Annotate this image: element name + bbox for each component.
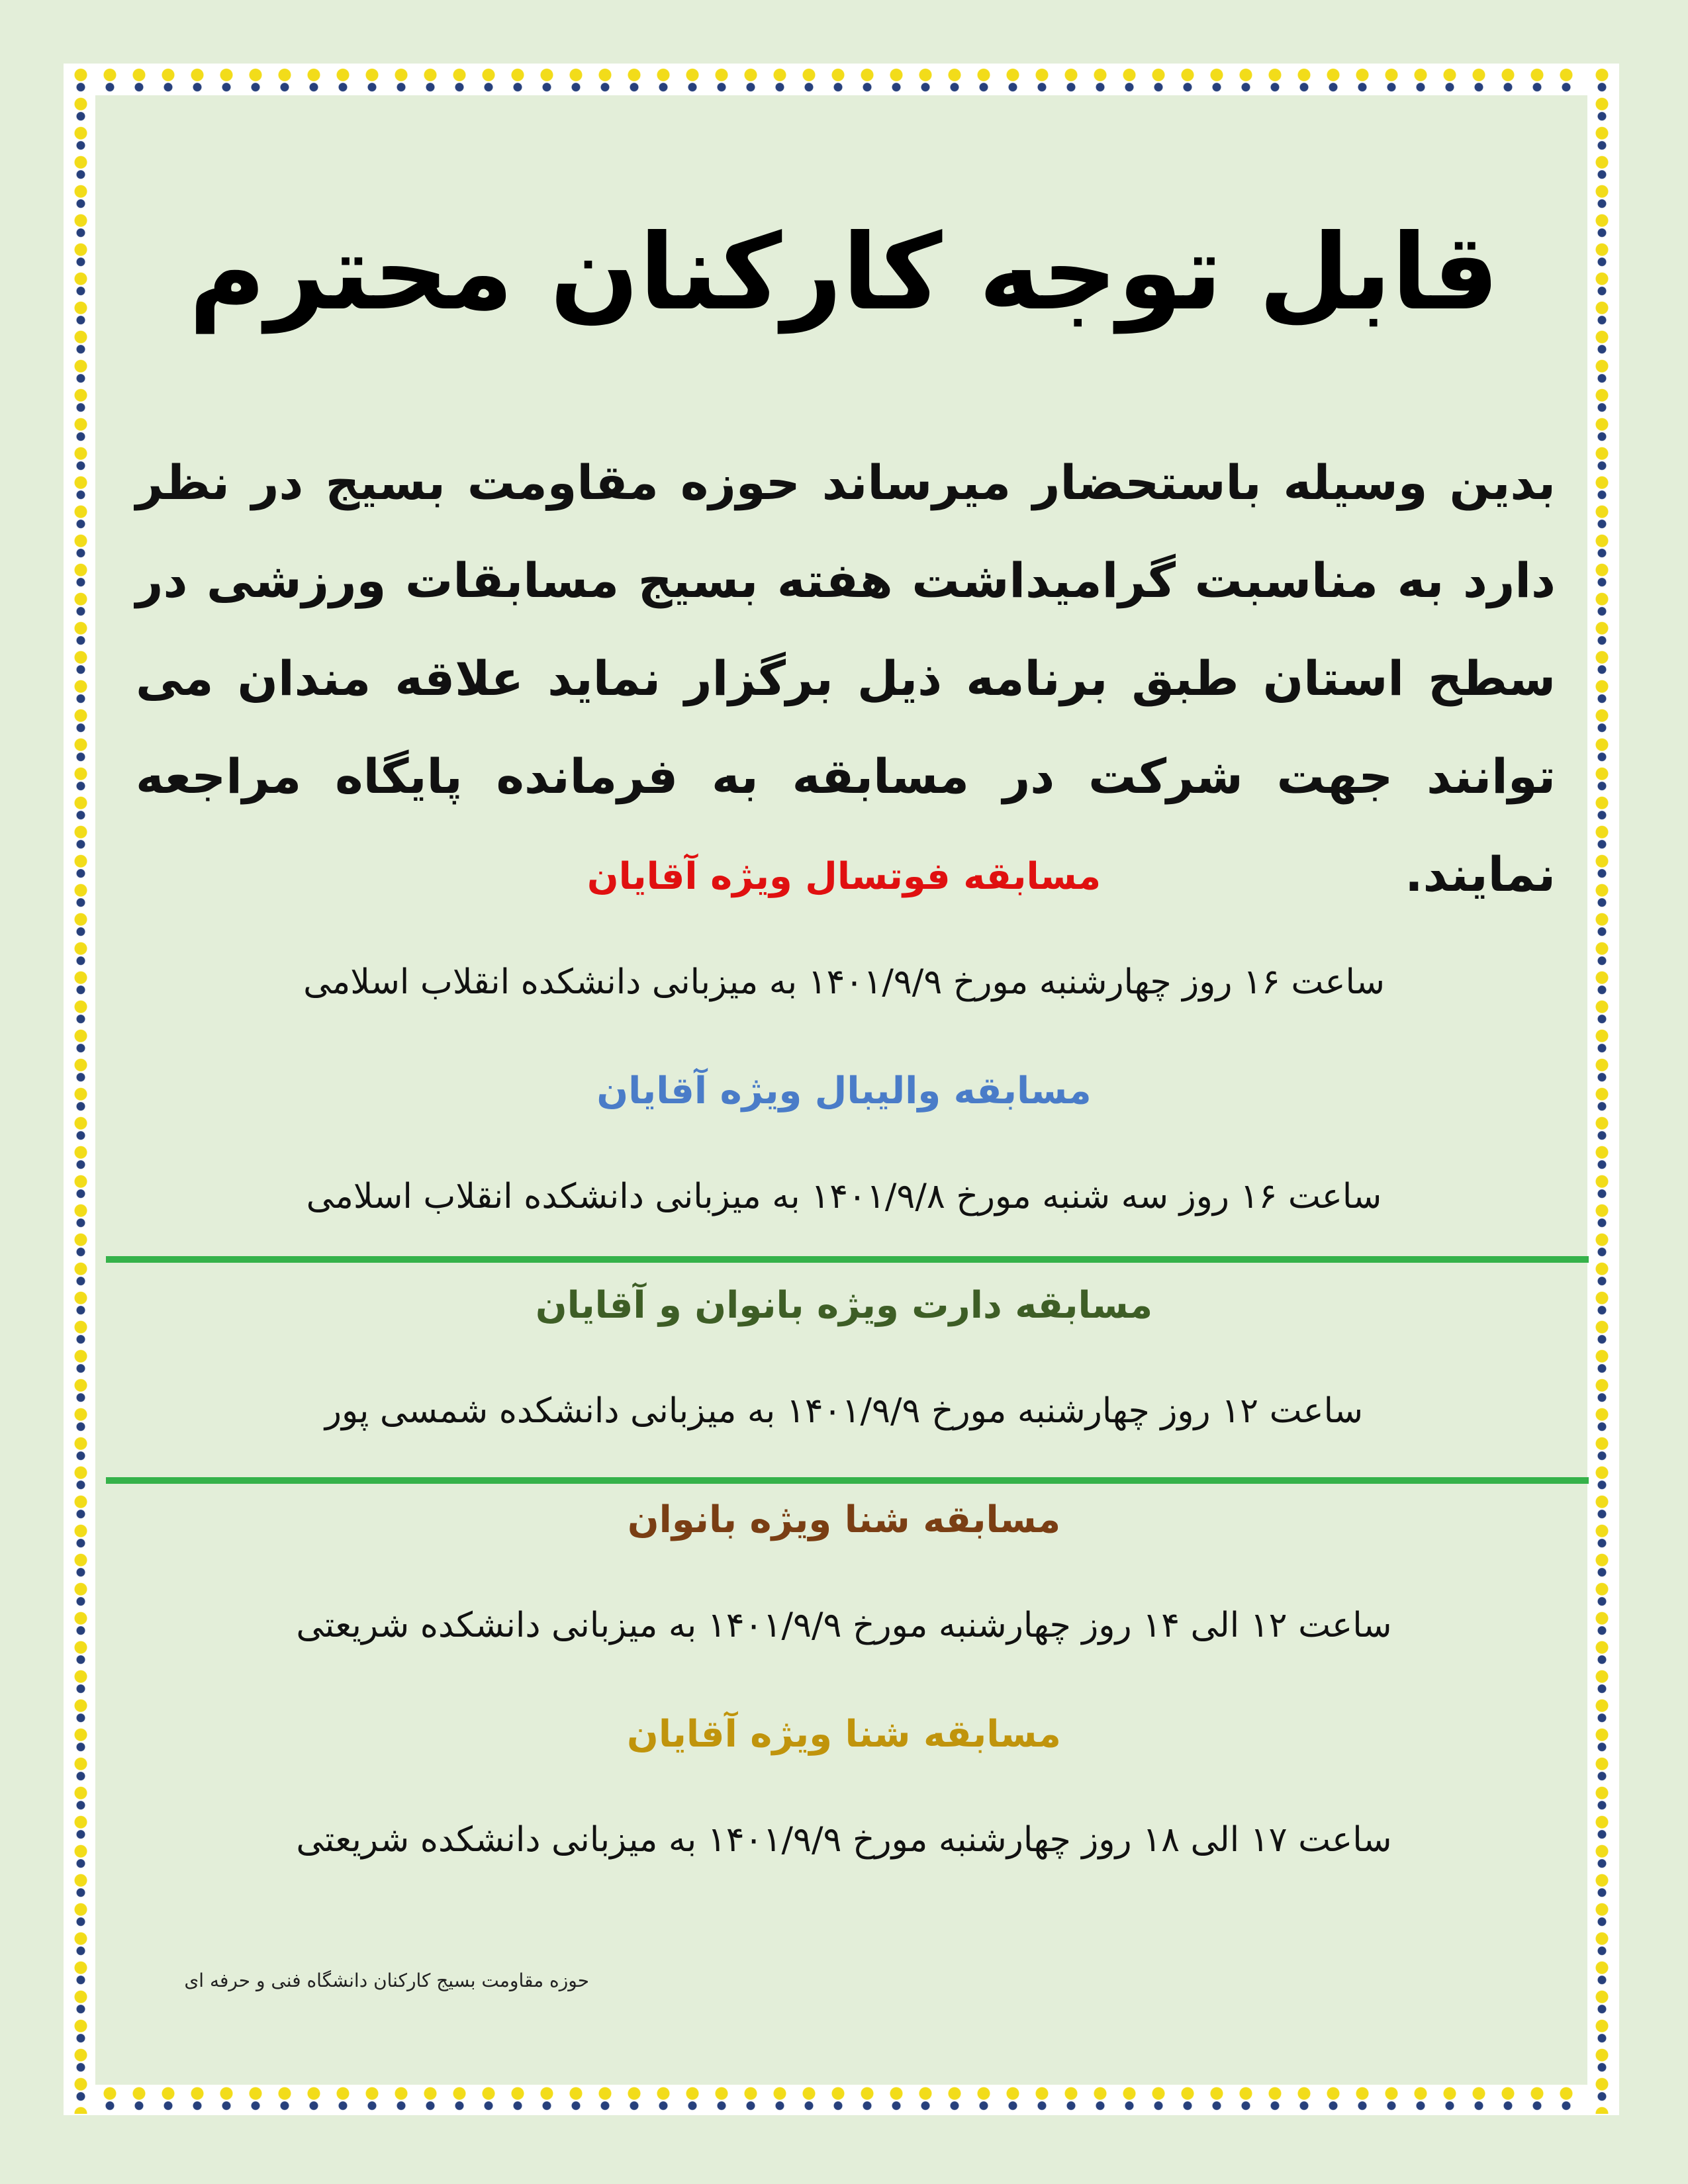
darts-title: مسابقه دارت ویژه بانوان و آقایان [535,1284,1153,1327]
decorative-border-right [1587,66,1617,2114]
volleyball-title: مسابقه والیبال ویژه آقایان [596,1069,1092,1113]
divider-top [106,1256,1589,1263]
decorative-border-left [66,66,95,2114]
swimming-men-schedule: ساعت ۱۷ الی ۱۸ روز چهارشنبه مورخ ۱۴۰۱/۹/۹ به میزبانی دانشکده شریعتی [296,1820,1392,1860]
intro-paragraph: بدین وسیله باستحضار میرساند حوزه مقاومت بسیج در نظر دارد به مناسبت گرامیداشت هفته بسیج مسابقات ورزشی در سطح استان طبق برنامه ذیل برگزار نماید علاقه مندان می توانند جهت شرکت در مسابقه به فرمانده پایگاه مراجعه نمایند. [136,455,1556,902]
volleyball-schedule: ساعت ۱۶ روز سه شنبه مورخ ۱۴۰۱/۹/۸ به میزبانی دانشکده انقلاب اسلامی [306,1177,1382,1216]
decorative-border-top [66,66,1617,95]
swimming-women-title: مسابقه شنا ویژه بانوان [627,1498,1061,1541]
divider-bottom [106,1477,1589,1484]
page-title: قابل توجه کارکنان محترم [189,212,1499,334]
futsal-title: مسابقه فوتسال ویژه آقایان [586,855,1102,898]
footer-organization: حوزه مقاومت بسیج کارکنان دانشگاه فنی و حرفه ای [184,1970,589,1991]
decorative-border-bottom [66,2085,1617,2114]
swimming-men-title: مسابقه شنا ویژه آقایان [627,1713,1061,1756]
futsal-schedule: ساعت ۱۶ روز چهارشنبه مورخ ۱۴۰۱/۹/۹ به میزبانی دانشکده انقلاب اسلامی [303,962,1385,1002]
darts-schedule: ساعت ۱۲ روز چهارشنبه مورخ ۱۴۰۱/۹/۹ به میزبانی دانشکده شمسی پور [324,1391,1364,1431]
swimming-women-schedule: ساعت ۱۲ الی ۱۴ روز چهارشنبه مورخ ۱۴۰۱/۹/۹ به میزبانی دانشکده شریعتی [296,1606,1392,1645]
